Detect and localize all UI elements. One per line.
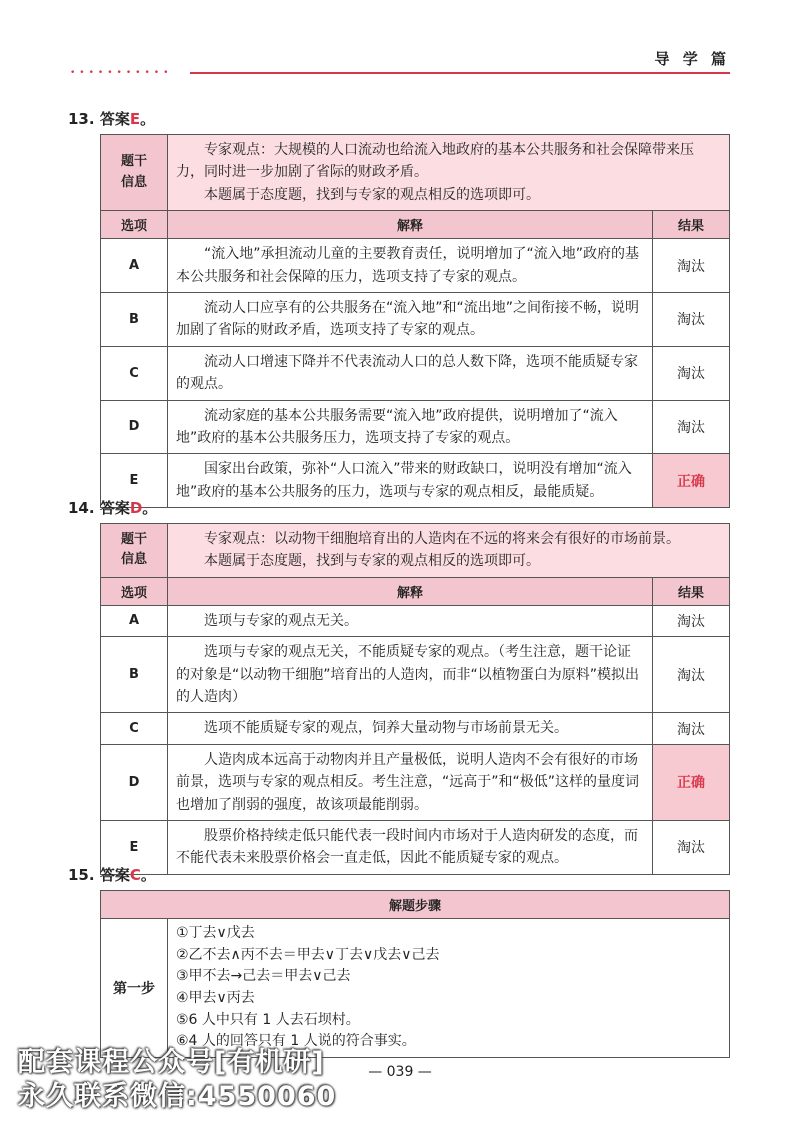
header-rule xyxy=(190,72,730,74)
q13-col-option: 选项 xyxy=(101,211,168,239)
q15-table xyxy=(100,890,730,1058)
q13-info-row xyxy=(101,135,730,211)
q13-info-text: 专家观点：大规模的人口流动也给流入地政府的基本公共服务和社会保障带来压力，同时进一步加剧了省际的财政矛盾。 本题属于态度题，找到与专家的观点相反的选项即可。 xyxy=(168,135,730,211)
q15-prefix: 答案 xyxy=(99,866,130,884)
q14-suffix: 。 xyxy=(142,499,158,517)
list-item: ④甲去∨丙去 xyxy=(176,990,255,1007)
q15-step-row xyxy=(101,919,730,1058)
q15-steps-header xyxy=(101,891,730,919)
watermark-line-2: 永久联系微信:4550060 xyxy=(18,1081,337,1112)
q15-number: 15. xyxy=(68,866,95,884)
list-item: ③甲不去→己去＝甲去∨己去 xyxy=(176,968,351,985)
list-item: ①丁去∨戊去 xyxy=(176,925,255,941)
q15-step-label: 第一步 xyxy=(101,919,168,1058)
table-row: D 人造肉成本远高于动物肉并且产量极低，说明人造肉不会有很好的市场前景，选项与专家的观点相反。考生注意，“远高于”和“极低”这样的量度词也增加了削弱的强度，故该项最能削弱。 正确 xyxy=(101,744,730,820)
q15-steps-title: 解题步骤 xyxy=(101,891,730,919)
table-row: A “流入地”承担流动儿童的主要教育责任，说明增加了“流入地”政府的基本公共服务和社会保障的压力，选项支持了专家的观点。 淘汰 xyxy=(101,239,730,293)
q13-table xyxy=(100,134,730,508)
q14-answer xyxy=(68,497,157,518)
table-row: E 股票价格持续走低只能代表一段时间内市场对于人造肉研发的态度，而不能代表未来股票价格会一直走低，因此不能质疑专家的观点。 淘汰 xyxy=(101,820,730,874)
q14-number: 14. xyxy=(68,499,95,517)
q13-col-result: 结果 xyxy=(653,211,730,239)
q15-suffix: 。 xyxy=(140,866,156,884)
q14-table xyxy=(100,523,730,875)
page-number: — 039 — xyxy=(368,1064,432,1080)
q14-header-row xyxy=(101,577,730,605)
table-row: D 流动家庭的基本公共服务需要“流入地”政府提供，说明增加了“流入地”政府的基本公共服务压力，选项支持了专家的观点。 淘汰 xyxy=(101,400,730,454)
q13-number: 13. xyxy=(68,110,95,128)
header-title: 导 学 篇 xyxy=(654,50,730,68)
list-item: ②乙不去∧丙不去＝甲去∨丁去∨戊去∨己去 xyxy=(176,946,440,963)
correct-badge: 正确 xyxy=(653,744,730,820)
q14-col-result: 结果 xyxy=(653,577,730,605)
table-row: B 选项与专家的观点无关，不能质疑专家的观点。（考生注意，题干论证的对象是“以动物干细胞”培育出的人造肉，而非“以植物蛋白为原料”模拟出的人造肉） 淘汰 xyxy=(101,637,730,713)
table-row: A 选项与专家的观点无关。 淘汰 xyxy=(101,605,730,636)
list-item: ⑥4 人的回答只有 1 人说的符合事实。 xyxy=(176,1033,416,1050)
q15-answer xyxy=(68,864,156,885)
q13-prefix: 答案 xyxy=(99,110,130,128)
q14-col-explanation: 解释 xyxy=(168,577,653,605)
q14-info-label: 题干 信息 xyxy=(101,524,168,578)
list-item: ⑤6 人中只有 1 人去石坝村。 xyxy=(176,1011,360,1028)
q14-col-option: 选项 xyxy=(101,577,168,605)
header-dots: ••••••••••• xyxy=(70,68,173,78)
q14-prefix: 答案 xyxy=(99,499,130,517)
q13-suffix: 。 xyxy=(140,110,156,128)
watermark-line-1: 配套课程公众号[有机研] xyxy=(18,1047,325,1078)
correct-badge: 正确 xyxy=(653,454,730,508)
q14-info-text: 专家观点：以动物干细胞培育出的人造肉在不远的将来会有很好的市场前景。 本题属于态度题，找到与专家的观点相反的选项即可。 xyxy=(168,524,730,578)
q15-step-items xyxy=(168,919,730,1058)
page-header xyxy=(70,48,730,78)
q13-header-row xyxy=(101,211,730,239)
q15-letter: C xyxy=(129,866,141,884)
q13-col-explanation: 解释 xyxy=(168,211,653,239)
q13-letter: E xyxy=(129,110,141,128)
table-row: C 选项不能质疑专家的观点，饲养大量动物与市场前景无关。 淘汰 xyxy=(101,713,730,744)
table-row: E 国家出台政策，弥补“人口流入”带来的财政缺口，说明没有增加“流入地”政府的基本公共服务的压力，选项与专家的观点相反，最能质疑。 正确 xyxy=(101,454,730,508)
q13-answer xyxy=(68,108,155,129)
q14-letter: D xyxy=(129,499,143,517)
q14-info-row xyxy=(101,524,730,578)
table-row: C 流动人口增速下降并不代表流动人口的总人数下降，选项不能质疑专家的观点。 淘汰 xyxy=(101,346,730,400)
q13-info-label: 题干 信息 xyxy=(101,135,168,211)
table-row: B 流动人口应享有的公共服务在“流入地”和“流出地”之间衔接不畅，说明加剧了省际的财政矛盾，选项支持了专家的观点。 淘汰 xyxy=(101,292,730,346)
